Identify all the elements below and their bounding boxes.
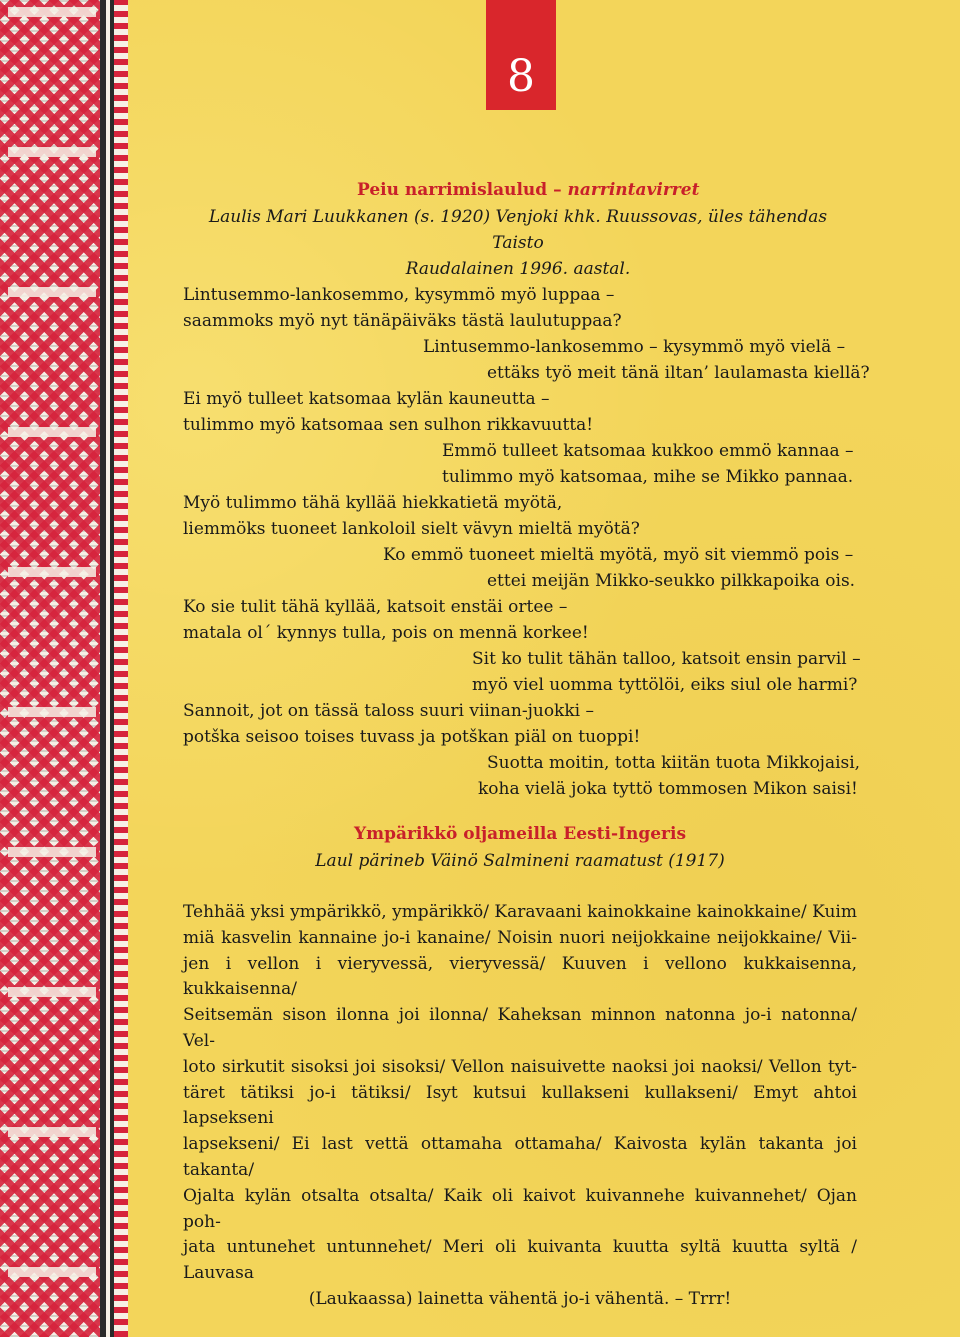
poem-line: ettäks työ meit tänä iltan’ laulamasta kiellä?: [487, 363, 870, 383]
poem-line: Ko emmö tuoneet mieltä myötä, myö sit viemmö pois –: [383, 545, 854, 565]
poem-line: Ko sie tulit tähä kyllää, katsoit enstäi ortee –: [183, 597, 568, 617]
poem-line: Suotta moitin, totta kiitän tuota Mikkojaisi,: [487, 753, 861, 773]
poem-line: Ei myö tulleet katsomaa kylän kauneutta –: [183, 389, 550, 409]
section1-meta-line1: Laulis Mari Luukkanen (s. 1920) Venjoki khk. Ruussovas, üles tähendas Taisto: [208, 207, 828, 253]
section1-title-italic: narrintavirret: [567, 180, 700, 200]
poem-line: tulimmo myö katsomaa, mihe se Mikko pannaa.: [442, 467, 854, 487]
poem-line: koha vielä joka tyttö tommosen Mikon saisi!: [478, 779, 858, 799]
section2-meta: Laul pärineb Väinö Salmineni raamatust (1917): [315, 851, 725, 871]
section1-title: [357, 180, 699, 200]
prose-line: täret tätiksi jo-i tätiksi/ Isyt kutsui kullakseni kullakseni/ Emyt ahtoi lapsekseni: [183, 1082, 857, 1129]
prose-line: Ojalta kylän otsalta otsalta/ Kaik oli kaivot kuivannehe kuivannehet/ Ojan poh-: [183, 1185, 857, 1232]
prose-line: Tehhää yksi ympärikkö, ympärikkö/ Karavaani kainokkaine kainokkaine/ Kuim: [183, 902, 857, 922]
prose-last-line: (Laukaassa) lainetta vähentä jo-i vähentä. – Trrr!: [308, 1288, 732, 1309]
poem-line: Lintusemmo-lankosemmo – kysymmö myö vielä –: [423, 337, 846, 357]
section1-meta: [190, 204, 846, 282]
poem-line: potška seisoo toises tuvass ja potškan piäl on tuoppi!: [183, 727, 641, 747]
poem-line: matala ol´ kynnys tulla, pois on mennä korkee!: [183, 623, 589, 643]
poem-line: ettei meijän Mikko-seukko pilkkapoika ois.: [487, 571, 856, 591]
poem-line: Myö tulimmo tähä kyllää hiekkatietä myötä,: [183, 493, 563, 513]
section2-title: Ympärikkö oljameilla Eesti-Ingeris: [353, 824, 687, 844]
section1-meta-line2: Raudalainen 1996. aastal.: [405, 259, 631, 279]
poem-line: Lintusemmo-lankosemmo, kysymmö myö luppaa –: [183, 285, 615, 305]
page-number-tab: [486, 0, 556, 110]
prose-line: lapsekseni/ Ei last vettä ottamaha ottamaha/ Kaivosta kylän takanta joi takanta/: [183, 1134, 857, 1180]
embroidered-border-decoration: [0, 0, 128, 1337]
poem-line: Sit ko tulit tähän talloo, katsoit ensin parvil –: [472, 649, 861, 669]
prose-line: jata untunehet untunnehet/ Meri oli kuivanta kuutta syltä kuutta syltä / Lauvasa: [183, 1237, 857, 1284]
section2-prose: [183, 900, 857, 1313]
poem-line: myö viel uomma tyttölöi, eiks siul ole harmi?: [472, 675, 858, 695]
prose-line: loto sirkutit sisoksi joi sisoksi/ Vellon naisuivette naoksi joi naoksi/ Vellon tyt-: [183, 1056, 857, 1077]
poem-line: liemmöks tuoneet lankoloil sielt vävyn mieltä myötä?: [183, 519, 640, 539]
poem-line: saammoks myö nyt tänäpäiväks tästä laulutuppaa?: [183, 311, 622, 331]
prose-line: jen i vellon i vieryvessä, vieryvessä/ Kuuven i vellono kukkaisenna, kukkaisenna/: [183, 953, 857, 1000]
prose-line: miä kasvelin kannaine jo-i kanaine/ Noisin nuori neijokkaine neijokkaine/ Vii-: [183, 927, 857, 948]
poem-line: Sannoit, jot on tässä taloss suuri viinan-juokki –: [183, 701, 595, 721]
poem-line: tulimmo myö katsomaa sen sulhon rikkavuutta!: [183, 415, 594, 435]
poem-line: Emmö tulleet katsomaa kukkoo emmö kannaa –: [442, 441, 854, 461]
page-number: 8: [507, 51, 535, 102]
section1-title-main: Peiu narrimislaulud –: [357, 180, 568, 200]
prose-line: Seitsemän sison ilonna joi ilonna/ Kaheksan minnon natonna jo-i natonna/ Vel-: [183, 1005, 857, 1051]
